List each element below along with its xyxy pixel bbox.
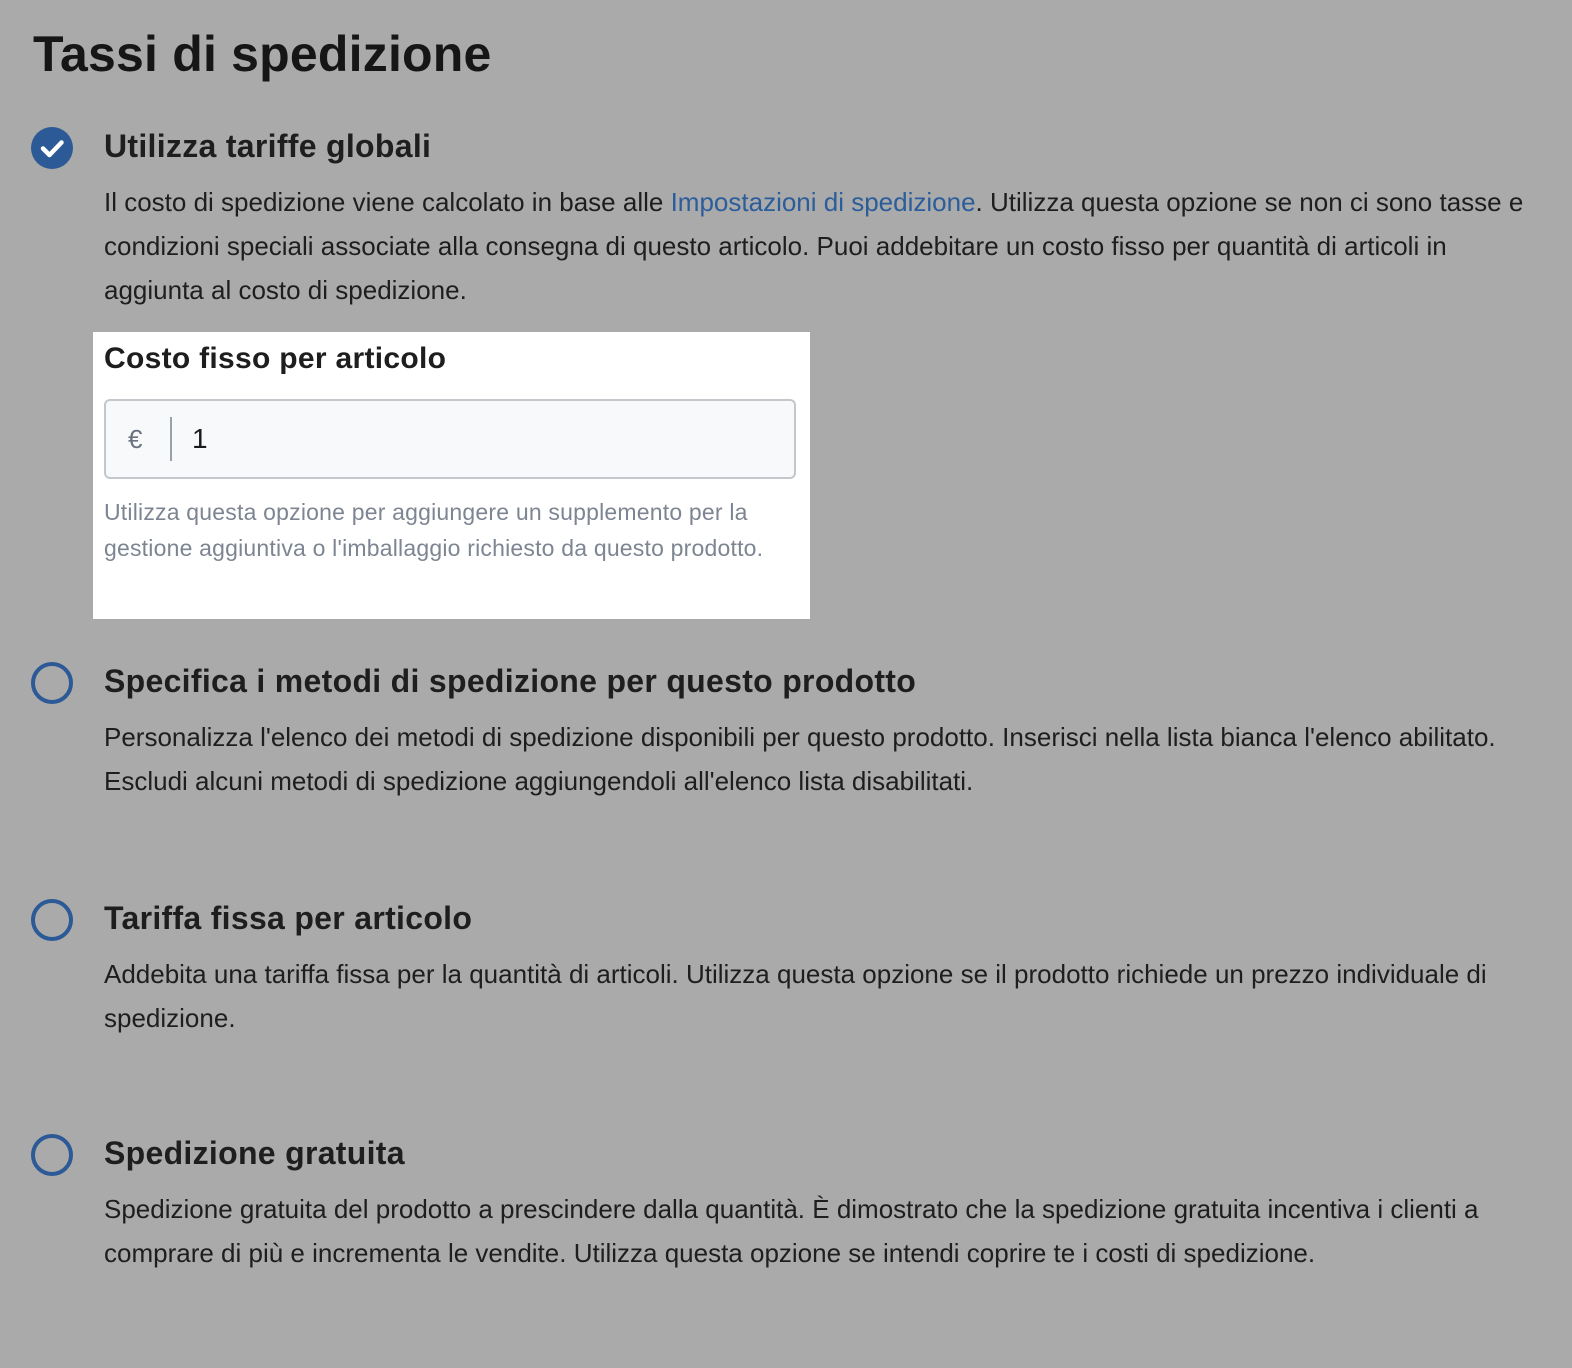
check-circle-icon xyxy=(31,127,73,169)
radio-global-rates[interactable] xyxy=(31,127,73,169)
input-divider xyxy=(170,417,172,461)
option-description-global-rates xyxy=(104,180,1524,312)
description-text: Il costo di spedizione viene calcolato in base alle xyxy=(104,187,671,217)
option-title-specific-methods[interactable]: Specifica i metodi di spedizione per questo prodotto xyxy=(104,663,917,699)
option-description-flat-rate: Addebita una tariffa fissa per la quantità di articoli. Utilizza questa opzione se il prodotto richiede un prezzo individuale di spedizione. xyxy=(104,959,1487,1033)
euro-icon: € xyxy=(128,424,143,454)
shipping-settings-link[interactable]: Impostazioni di spedizione xyxy=(670,187,976,217)
fixed-cost-panel xyxy=(93,332,810,619)
option-description-free-shipping: Spedizione gratuita del prodotto a prescindere dalla quantità. È dimostrato che la spedizione gratuita incentiva i clienti a comprare di più e incrementa le vendite. Utilizza questa opzione se intendi coprire te i costi di spedizione. xyxy=(104,1194,1479,1268)
option-title-global-rates[interactable]: Utilizza tariffe globali xyxy=(104,128,432,164)
option-description-specific-methods: Personalizza l'elenco dei metodi di spedizione disponibili per questo prodotto. Inserisci nella lista bianca l'elenco abilitato. Escludi alcuni metodi di spedizione aggiungendoli all'elenco lista disabilitati. xyxy=(104,722,1496,796)
option-title-flat-rate[interactable]: Tariffa fissa per articolo xyxy=(104,900,473,936)
radio-flat-rate[interactable] xyxy=(31,899,73,941)
description-text: . Utilizza questa opzione se non ci sono tasse e condizioni speciali associate alla consegna di questo articolo. Puoi addebitare un costo fisso per quantità di articoli in aggiunta al costo di spedizione. xyxy=(104,187,1524,305)
fixed-cost-field[interactable] xyxy=(104,399,796,479)
fixed-cost-help: Utilizza questa opzione per aggiungere un supplemento per la gestione aggiuntiva o l'imballaggio richiesto da questo prodotto. xyxy=(104,499,764,561)
radio-specific-methods[interactable] xyxy=(31,662,73,704)
page-title: Tassi di spedizione xyxy=(33,26,492,82)
option-title-free-shipping[interactable]: Spedizione gratuita xyxy=(104,1135,405,1171)
fixed-cost-label: Costo fisso per articolo xyxy=(104,342,447,375)
radio-free-shipping[interactable] xyxy=(31,1134,73,1176)
fixed-cost-input[interactable] xyxy=(192,415,772,463)
